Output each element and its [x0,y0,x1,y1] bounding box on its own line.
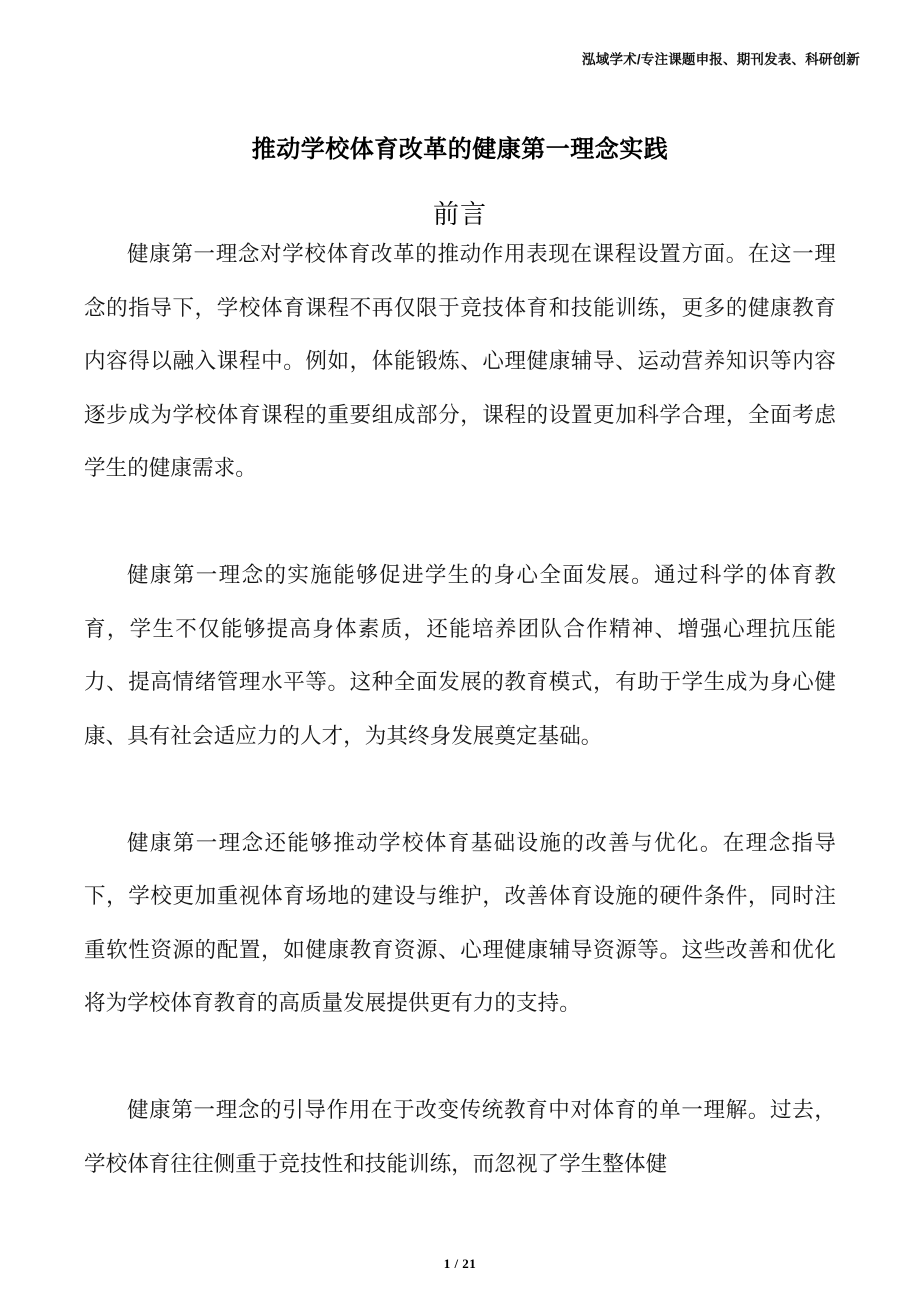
body-paragraph: 健康第一理念的引导作用在于改变传统教育中对体育的单一理解。过去，学校体育往往侧重于竞技性和技能训练，而忽视了学生整体健 [84,1098,836,1176]
body-paragraph: 健康第一理念对学校体育改革的推动作用表现在课程设置方面。在这一理念的指导下，学校体育课程不再仅限于竞技体育和技能训练，更多的健康教育内容得以融入课程中。例如，体能锻炼、心理健康辅导、运动营养知识等内容逐步成为学校体育课程的重要组成部分，课程的设置更加科学合理，全面考虑学生的健康需求。 [84,242,836,480]
section-heading-preface: 前言 [432,198,487,229]
page-number-footer: 1 / 21 [443,1256,477,1271]
paragraph-spacer [84,496,836,550]
running-header: 泓域学术/专注课题申报、期刊发表、科研创新 [582,52,860,67]
document-body [84,228,836,1191]
body-paragraph: 健康第一理念的实施能够促进学生的身心全面发展。通过科学的体育教育，学生不仅能够提高身体素质，还能培养团队合作精神、增强心理抗压能力、提高情绪管理水平等。这种全面发展的教育模式，有助于学生成为身心健康、具有社会适应力的人才，为其终身发展奠定基础。 [84,563,836,748]
paragraph-spacer [84,1031,836,1085]
body-paragraph: 健康第一理念还能够推动学校体育基础设施的改善与优化。在理念指导下，学校更加重视体育场地的建设与维护，改善体育设施的硬件条件，同时注重软性资源的配置，如健康教育资源、心理健康辅导资源等。这些改善和优化将为学校体育教育的高质量发展提供更有力的支持。 [84,830,836,1015]
paragraph-spacer [84,763,836,817]
document-title: 推动学校体育改革的健康第一理念实践 [251,136,669,164]
